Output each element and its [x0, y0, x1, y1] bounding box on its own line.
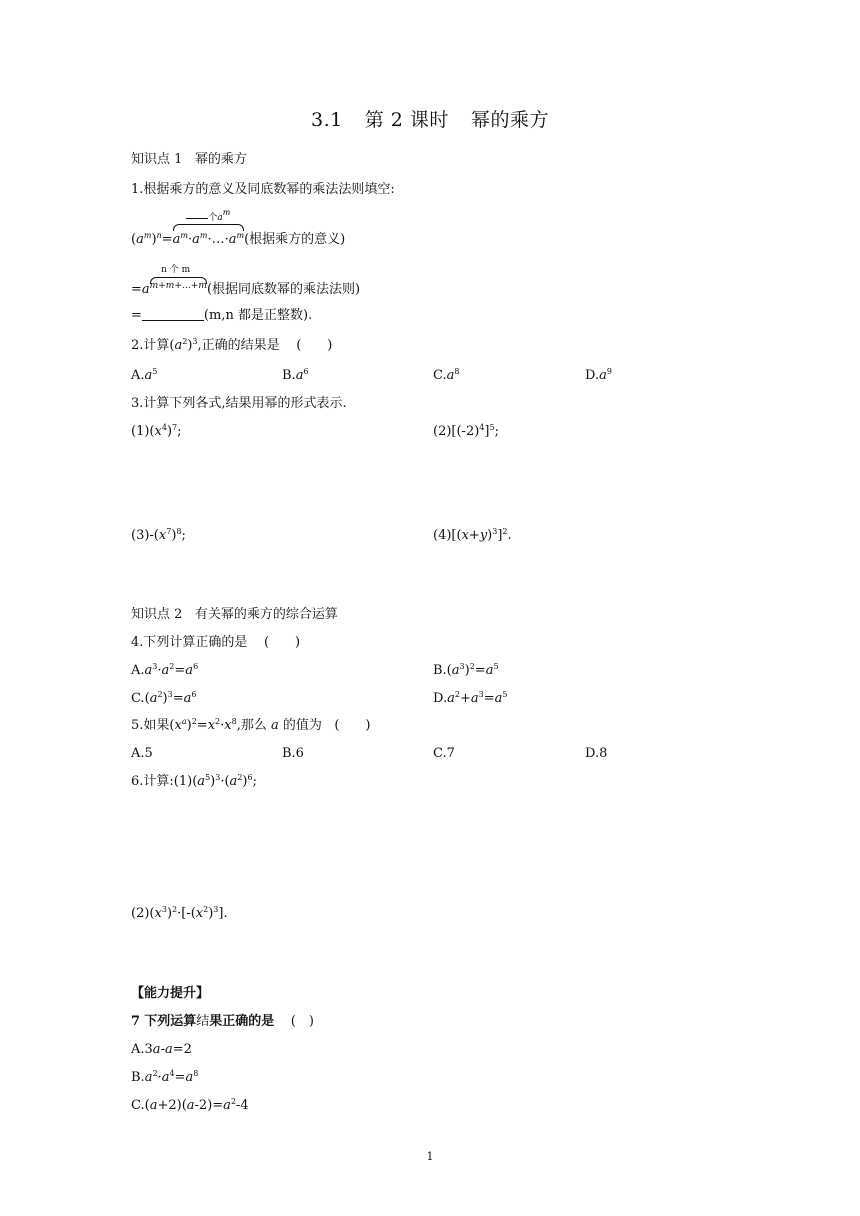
- q2-option-c[interactable]: $C.a^8$: [433, 367, 460, 383]
- q4-option-a[interactable]: $A.a^3\cdot a^2=a^6$: [131, 662, 199, 678]
- note-2: (根据同底数幂的乘法法则): [206, 282, 361, 297]
- q7-paren: ( ): [290, 1014, 314, 1029]
- q1-tail: (m,n 都是正整数).: [203, 308, 313, 323]
- q5-option-c[interactable]: C.7: [433, 746, 455, 761]
- q5-option-b[interactable]: B.6: [282, 746, 304, 761]
- question-1-line-1: $(a^m)^n=$ 个$a^m$ $a^m\cdot a^m\cdot\dots\cdot a^m$(根据乘方的意义): [131, 230, 345, 250]
- brace-1-label: 个$a^m$: [173, 210, 244, 223]
- q5-option-d[interactable]: D.8: [585, 746, 608, 761]
- q4-option-d[interactable]: $D.a^2+a^3=a^5$: [433, 690, 508, 706]
- kp2-label: 知识点 2: [131, 607, 183, 622]
- q3-part-2: $(2)[(-2)^4]^5$;: [433, 423, 499, 439]
- question-6-text: 6.计算$:(1)(a^5)^3\cdot(a^2)^6$;: [131, 773, 257, 789]
- q6-part-2: $(2)(x^3)^2\cdot[-(x^2)^3]$.: [131, 905, 228, 921]
- brace-group-1: 个$a^m$ $a^m\cdot a^m\cdot\dots\cdot a^m$: [172, 208, 245, 247]
- page-title: [0, 106, 860, 134]
- brace-2-label: n 个 m: [161, 265, 191, 275]
- question-1-line-2: =a $^{n 个 m m+m+\dots+m}$(根据同底数幂的乘法法则): [131, 276, 360, 300]
- knowledge-point-2-heading: [131, 605, 338, 625]
- q2-option-d[interactable]: $D.a^9$: [585, 367, 612, 383]
- q5-paren: ( ): [334, 718, 371, 733]
- question-3-text: 3.计算下列各式,结果用幂的形式表示.: [131, 396, 347, 411]
- q7-option-b[interactable]: $B.a^2\cdot a^4=a^8$: [131, 1069, 199, 1085]
- kp1-label: 知识点 1: [131, 152, 183, 167]
- question-7-text: 7 下列运算结果正确的是 ( ): [131, 1014, 314, 1029]
- q3-part-3: $(3)-(x^7)^8$;: [131, 527, 186, 543]
- q7-option-a[interactable]: A.3a-a=2: [131, 1042, 192, 1057]
- answer-blank[interactable]: [142, 308, 204, 321]
- page-number: 1: [426, 1150, 434, 1163]
- question-5-text: 5.如果$(x^a)^2=x^2\cdot x^8$,那么 a 的值为 ( ): [131, 717, 371, 733]
- kp2-name: 有关幂的乘方的综合运算: [194, 607, 338, 622]
- q5-option-a[interactable]: A.5: [131, 746, 153, 761]
- question-1-line-3: = (m,n 都是正整数).: [131, 308, 313, 323]
- note-1: (根据乘方的意义): [244, 232, 346, 247]
- title-topic: 幂的乘方: [470, 109, 549, 131]
- title-lesson: 第 2 课时: [364, 109, 449, 131]
- q2-option-a[interactable]: $A.a^5$: [131, 367, 158, 383]
- q7-option-c[interactable]: $C.(a+2)(a-2)=a^2-4$: [131, 1097, 249, 1113]
- q2-paren: ( ): [296, 338, 333, 353]
- q4-paren: ( ): [263, 635, 301, 650]
- q3-part-1: $(1)(x^4)^7$;: [131, 423, 182, 439]
- kp1-name: 幂的乘方: [194, 152, 247, 167]
- question-1-text: 1.根据乘方的意义及同底数幂的乘法法则填空:: [131, 182, 395, 197]
- question-2-text: 2.计算$(a^2)^3$,正确的结果是 ( ): [131, 337, 333, 353]
- title-section: 3.1: [311, 109, 343, 131]
- q4-option-c[interactable]: $C.(a^2)^3=a^6$: [131, 690, 197, 706]
- q4-option-b[interactable]: $B.(a^3)^2=a^5$: [433, 662, 499, 678]
- ability-section-heading: 【能力提升】: [131, 986, 210, 1001]
- q2-option-b[interactable]: $B.a^6$: [282, 367, 309, 383]
- question-4-text: 4.下列计算正确的是 ( ): [131, 635, 301, 650]
- brace-group-2: a $^{n 个 m m+m+\dots+m}$: [141, 265, 207, 297]
- knowledge-point-1-heading: [131, 150, 247, 170]
- q3-part-4: $(4)[(x+y)^3]^2$.: [433, 527, 512, 543]
